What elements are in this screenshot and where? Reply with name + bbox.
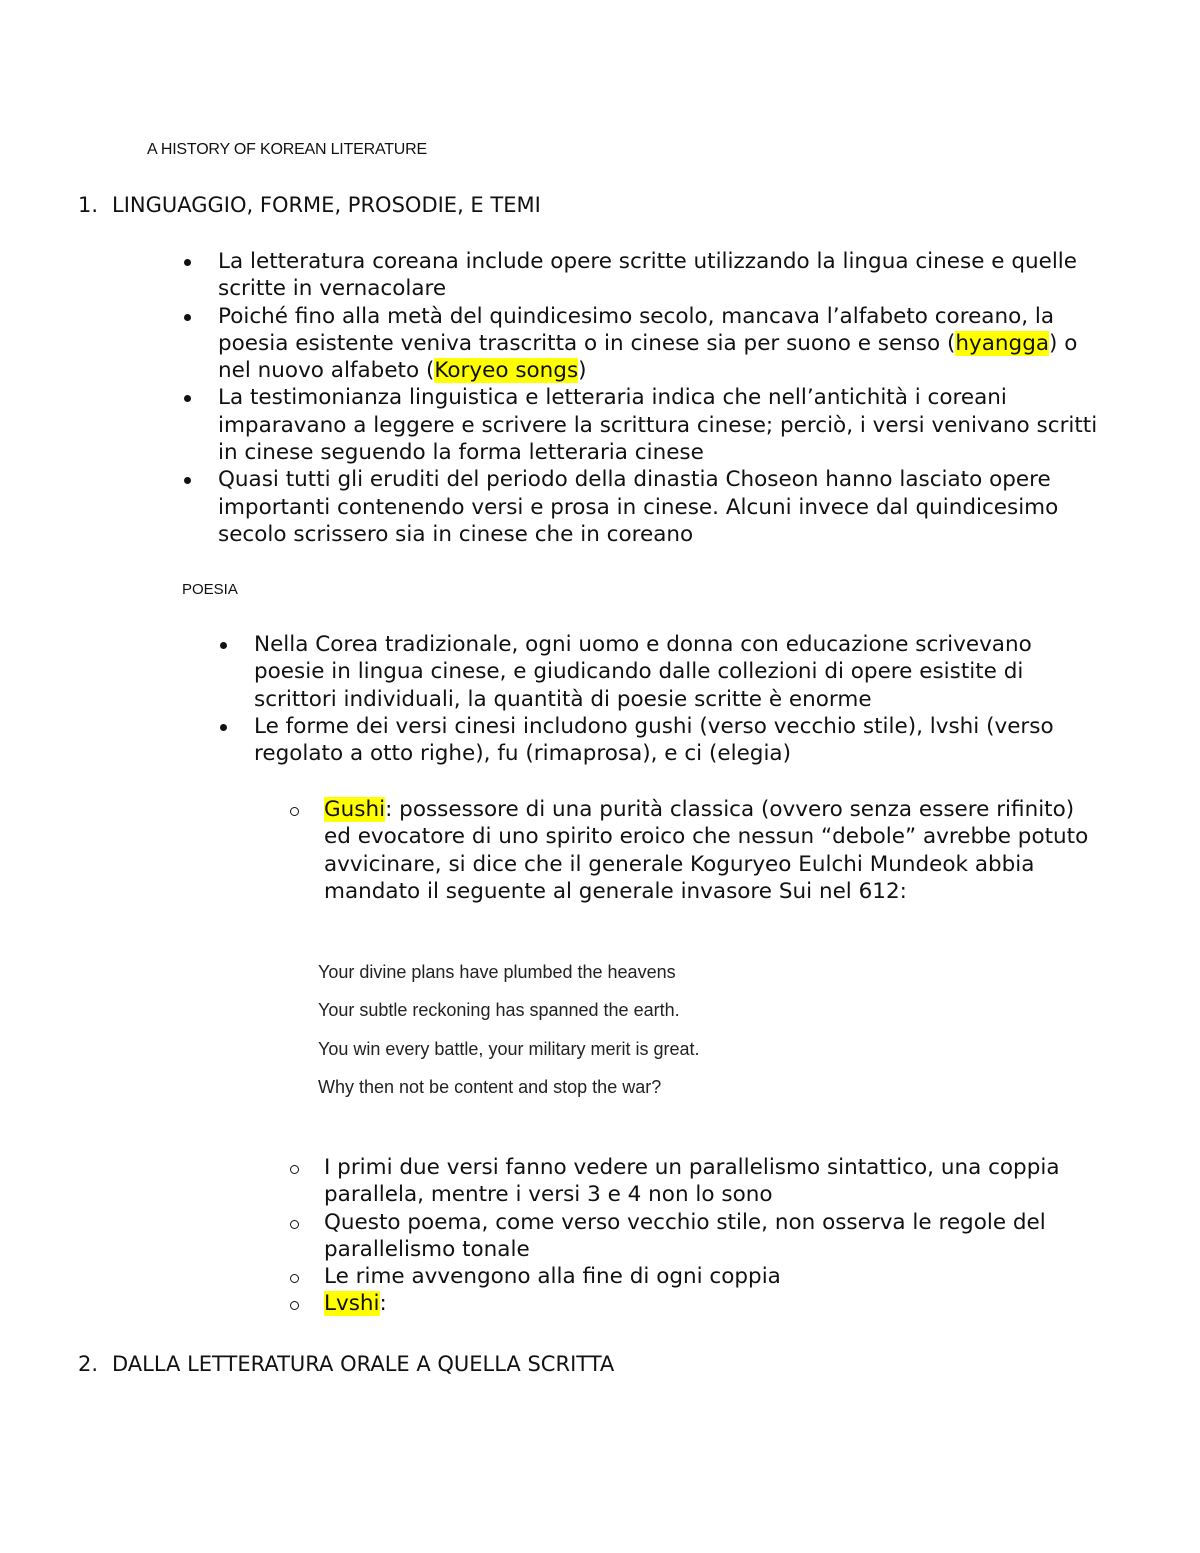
- section-1-bullet-list: [218, 248, 1098, 548]
- section-2-title: DALLA LETTERATURA ORALE A QUELLA SCRITTA: [112, 1352, 615, 1376]
- highlight-lvshi: Lvshi: [324, 1291, 380, 1317]
- section-1-title: LINGUAGGIO, FORME, PROSODIE, E TEMI: [112, 193, 541, 217]
- sub-bullet-icon: [290, 1301, 299, 1310]
- list-item: Gushi: possessore di una purità classica (ovvero senza essere rifinito) ed evocatore di uno spirito eroico che nessun “debole” avrebbe potuto avvicinare, si dice che il generale Koguryeo Eulchi Mundeok abbia mandato il seguente al generale invasore Sui nel 612:: [324, 796, 1094, 905]
- list-item: Le rime avvengono alla fine di ogni coppia: [324, 1263, 1084, 1290]
- section-1-number: 1.: [78, 193, 99, 217]
- list-item: Lvshi:: [324, 1290, 1084, 1317]
- verse-line: Your subtle reckoning has spanned the earth.: [318, 1000, 680, 1020]
- bullet-icon: [184, 395, 191, 402]
- section-1-heading: [78, 193, 541, 217]
- highlight-koryeo-songs: Koryeo songs: [434, 358, 579, 384]
- highlight-gushi: Gushi: [324, 797, 386, 822]
- verse-line: Your divine plans have plumbed the heavens: [318, 962, 676, 982]
- list-item: Poiché fino alla metà del quindicesimo secolo, mancava l’alfabeto coreano, la poesia esistente veniva trascritta o in cinese sia per suono e senso (hyangga) o nel nuovo alfabeto (Koryeo songs): [218, 303, 1098, 385]
- list-item: I primi due versi fanno vedere un parallelismo sintattico, una coppia parallela, mentre i versi 3 e 4 non lo sono: [324, 1154, 1084, 1209]
- sub-bullet-icon: [290, 1220, 299, 1229]
- sub-bullet-icon: [290, 1274, 299, 1283]
- section-2-number: 2.: [78, 1352, 99, 1376]
- verse-line: Why then not be content and stop the war?: [318, 1077, 662, 1097]
- bullet-icon: [184, 259, 191, 266]
- bullet-icon: [184, 314, 191, 321]
- bullet-icon: [220, 724, 227, 731]
- list-item: La letteratura coreana include opere scritte utilizzando la lingua cinese e quelle scritte in vernacolare: [218, 248, 1098, 303]
- list-item: Nella Corea tradizionale, ogni uomo e donna con educazione scrivevano poesie in lingua cinese, e giudicando dalle collezioni di opere esistite di scrittori individuali, la quantità di poesie scritte è enorme: [254, 631, 1084, 713]
- highlight-hyangga: hyangga: [955, 330, 1050, 356]
- list-item: Questo poema, come verso vecchio stile, non osserva le regole del parallelismo tonale: [324, 1209, 1084, 1264]
- poesia-label: POESIA: [182, 581, 238, 598]
- section-2-heading: [78, 1352, 614, 1376]
- list-item: Quasi tutti gli eruditi del periodo della dinastia Choseon hanno lasciato opere importanti contenendo versi e prosa in cinese. Alcuni invece dal quindicesimo secolo scrissero sia in cinese che in coreano: [218, 466, 1098, 548]
- bullet-icon: [220, 642, 227, 649]
- sub-bullet-icon: [290, 807, 299, 816]
- document-title: A HISTORY OF KOREAN LITERATURE: [147, 141, 427, 158]
- gushi-sub-list: [324, 796, 1094, 905]
- notes-sub-list: [324, 1154, 1084, 1318]
- bullet-icon: [184, 477, 191, 484]
- verse-line: You win every battle, your military merit is great.: [318, 1039, 700, 1059]
- poesia-bullet-list: [254, 631, 1084, 767]
- list-item: Le forme dei versi cinesi includono gushi (verso vecchio stile), lvshi (verso regolato a otto righe), fu (rimaprosa), e ci (elegia): [254, 713, 1084, 768]
- sub-bullet-icon: [290, 1165, 299, 1174]
- list-item: La testimonianza linguistica e letteraria indica che nell’antichità i coreani imparavano a leggere e scrivere la scrittura cinese; perciò, i versi venivano scritti in cinese seguendo la forma letteraria cinese: [218, 384, 1098, 466]
